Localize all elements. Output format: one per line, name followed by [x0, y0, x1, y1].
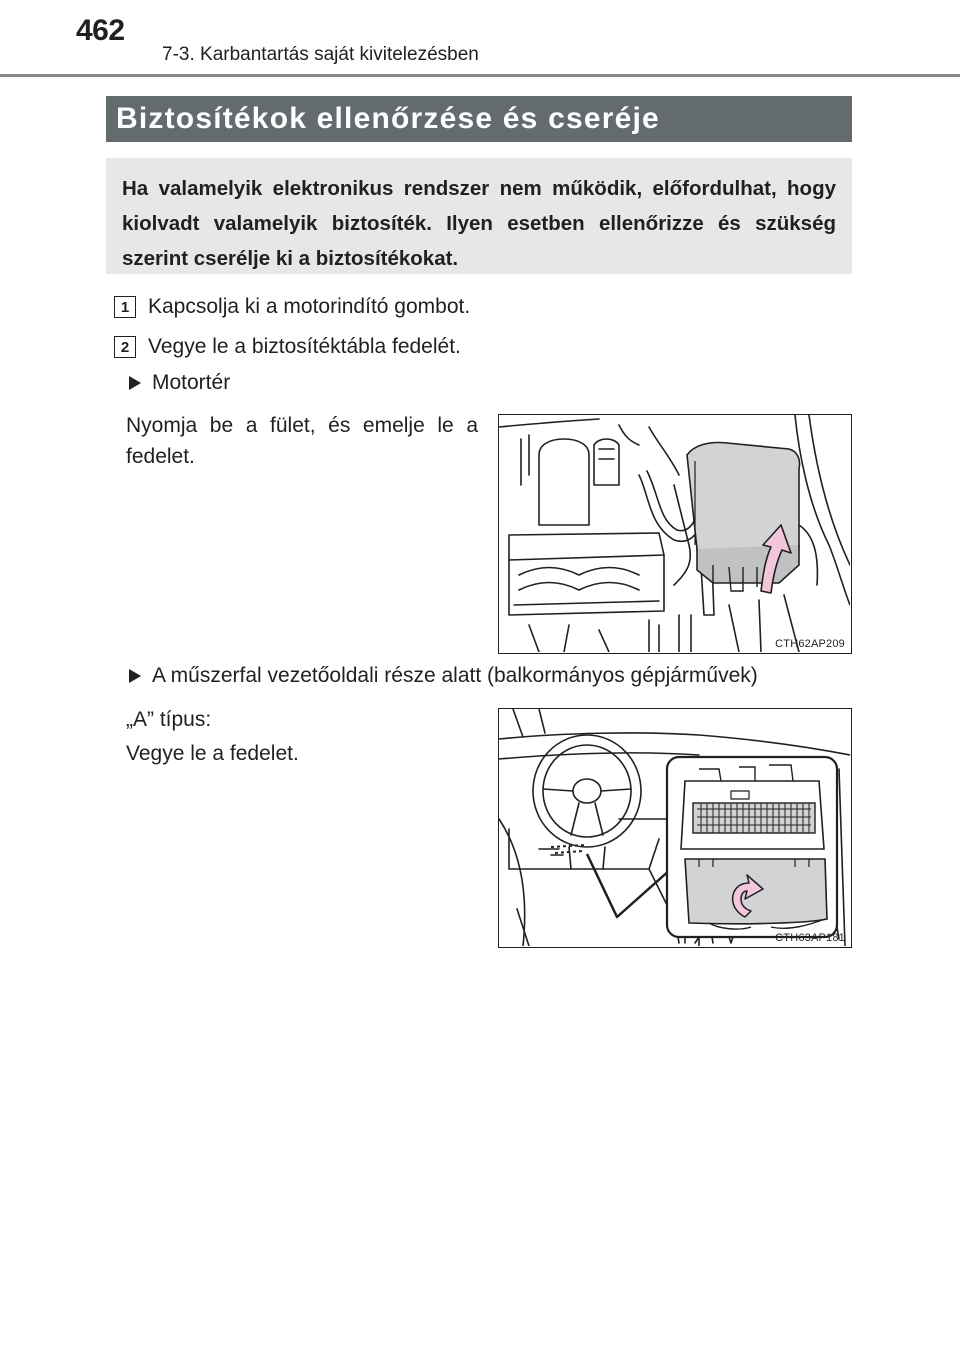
dashboard-illustration	[499, 709, 850, 946]
subsection-heading-text: Motortér	[152, 371, 231, 394]
intro-box: Ha valamelyik elektronikus rendszer nem működik, előfordulhat, hogy kiolvadt valamelyik biztosíték. Ilyen esetben ellenőrizze és szükség szerint cserélje ki a biztosítékokat.	[106, 158, 852, 274]
page-number: 462	[76, 14, 125, 47]
instruction-text: Nyomja be a fület, és emelje le a fedelet.	[126, 414, 478, 468]
header-rule	[0, 74, 960, 77]
engine-illustration	[499, 415, 850, 652]
instruction-text: Vegye le a fedelet.	[126, 742, 299, 765]
subsection-heading-text: A műszerfal vezetőoldali része alatt (balkormányos gépjárművek)	[152, 664, 758, 687]
subsection-heading-dashboard	[128, 664, 758, 688]
step-1	[114, 292, 470, 322]
subsection-heading-engine	[128, 371, 230, 395]
step-text: Kapcsolja ki a motorindító gombot.	[148, 295, 471, 318]
step-text: Vegye le a biztosítéktábla fedelét.	[148, 335, 461, 358]
running-head: 7-3. Karbantartás saját kivitelezésben	[162, 44, 479, 65]
triangle-bullet-icon	[128, 668, 142, 684]
figure-code: CTH63AP181	[775, 932, 845, 944]
figure-code: CTH62AP209	[775, 638, 845, 650]
step-2	[114, 332, 461, 362]
triangle-bullet-icon	[128, 375, 142, 391]
step-number-badge: 2	[114, 336, 136, 358]
section-title: Biztosítékok ellenőrzése és cseréje	[106, 96, 852, 142]
engine-compartment-figure	[498, 414, 852, 654]
dashboard-fuse-figure	[498, 708, 852, 948]
type-label: „A” típus:	[126, 708, 212, 731]
step-number-badge: 1	[114, 296, 136, 318]
